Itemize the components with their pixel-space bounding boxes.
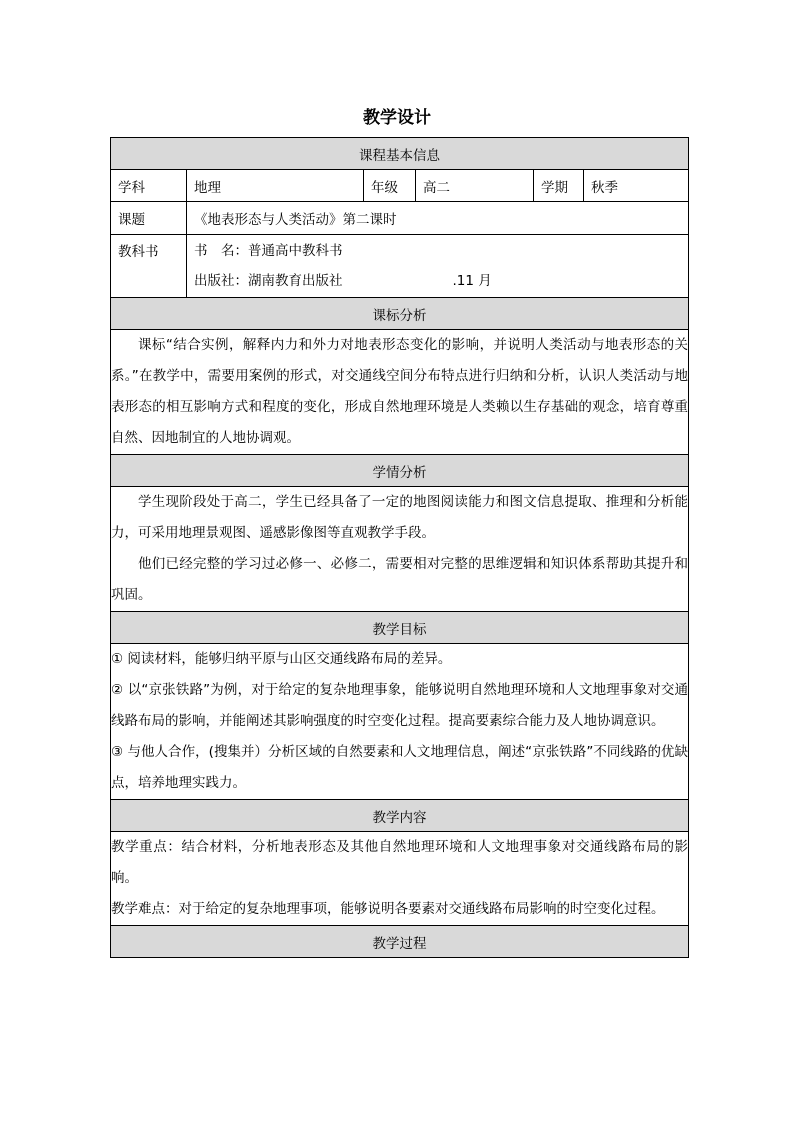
- subject-label: 学科: [111, 170, 187, 202]
- subject-value: 地理: [187, 170, 364, 202]
- objectives-body: [111, 644, 689, 800]
- student-analysis-body: [111, 487, 689, 612]
- topic-label: 课题: [111, 202, 187, 235]
- objective-item-3: ③ 与他人合作，(搜集并）分析区域的自然要素和人文地理信息，阐述“京张铁路”不同线路的优缺点，培养地理实践力。: [111, 744, 689, 791]
- process-header: 教学过程: [111, 926, 689, 958]
- content-body: [111, 832, 689, 926]
- student-analysis-paragraph-2: 他们已经完整的学习过必修一、必修二，需要相对完整的思维逻辑和知识体系帮助其提升和巩固。: [111, 556, 689, 603]
- term-value: 秋季: [584, 170, 689, 202]
- grade-label: 年级: [364, 170, 416, 202]
- objective-item-1: ① 阅读材料，能够归纳平原与山区交通线路布局的差异。: [111, 651, 452, 667]
- grade-value: 高二: [416, 170, 534, 202]
- topic-value: 《地表形态与人类活动》第二课时: [187, 202, 689, 235]
- difficult-point: 教学难点：对于给定的复杂地理事项，能够说明各要素对交通线路布局影响的时空变化过程。: [111, 901, 665, 917]
- standard-analysis-paragraph: 课标“结合实例，解释内力和外力对地表形态变化的影响，并说明人类活动与地表形态的关系。”在教学中，需要用案例的形式，对交通线空间分布特点进行归纳和分析，认识人类活动与地表形态的相互影响方式和程度的变化，形成自然地理环境是人类赖以生存基础的观念，培育尊重自然、因地制宜的人地协调观。: [111, 337, 689, 446]
- book-name-line: 书 名：普通高中教科书: [194, 243, 343, 259]
- term-label: 学期: [534, 170, 584, 202]
- standard-analysis-header: 课标分析: [111, 298, 689, 330]
- content-header: 教学内容: [111, 800, 689, 832]
- document-title: 教学设计: [363, 108, 431, 128]
- objective-item-2: ② 以“京张铁路”为例，对于给定的复杂地理事象，能够说明自然地理环境和人文地理事象对交通线路布局的影响，并能阐述其影响强度的时空变化过程。提高要素综合能力及人地协调意识。: [111, 682, 689, 729]
- publish-date: .11 月: [452, 273, 492, 289]
- textbook-info: [187, 235, 689, 298]
- student-analysis-header: 学情分析: [111, 455, 689, 487]
- basic-info-header: 课程基本信息: [111, 138, 689, 170]
- textbook-label: 教科书: [111, 235, 187, 298]
- objectives-header: 教学目标: [111, 612, 689, 644]
- key-point: 教学重点：结合材料，分析地表形态及其他自然地理环境和人文地理事象对交通线路布局的影响。: [111, 839, 689, 886]
- lesson-design-table: [110, 137, 689, 958]
- standard-analysis-body: [111, 330, 689, 455]
- publisher-line: 出版社：湖南教育出版社: [194, 273, 343, 289]
- publisher-row: [187, 266, 688, 296]
- student-analysis-paragraph-1: 学生现阶段处于高二，学生已经具备了一定的地图阅读能力和图文信息提取、推理和分析能力，可采用地理景观图、遥感影像图等直观教学手段。: [111, 494, 689, 541]
